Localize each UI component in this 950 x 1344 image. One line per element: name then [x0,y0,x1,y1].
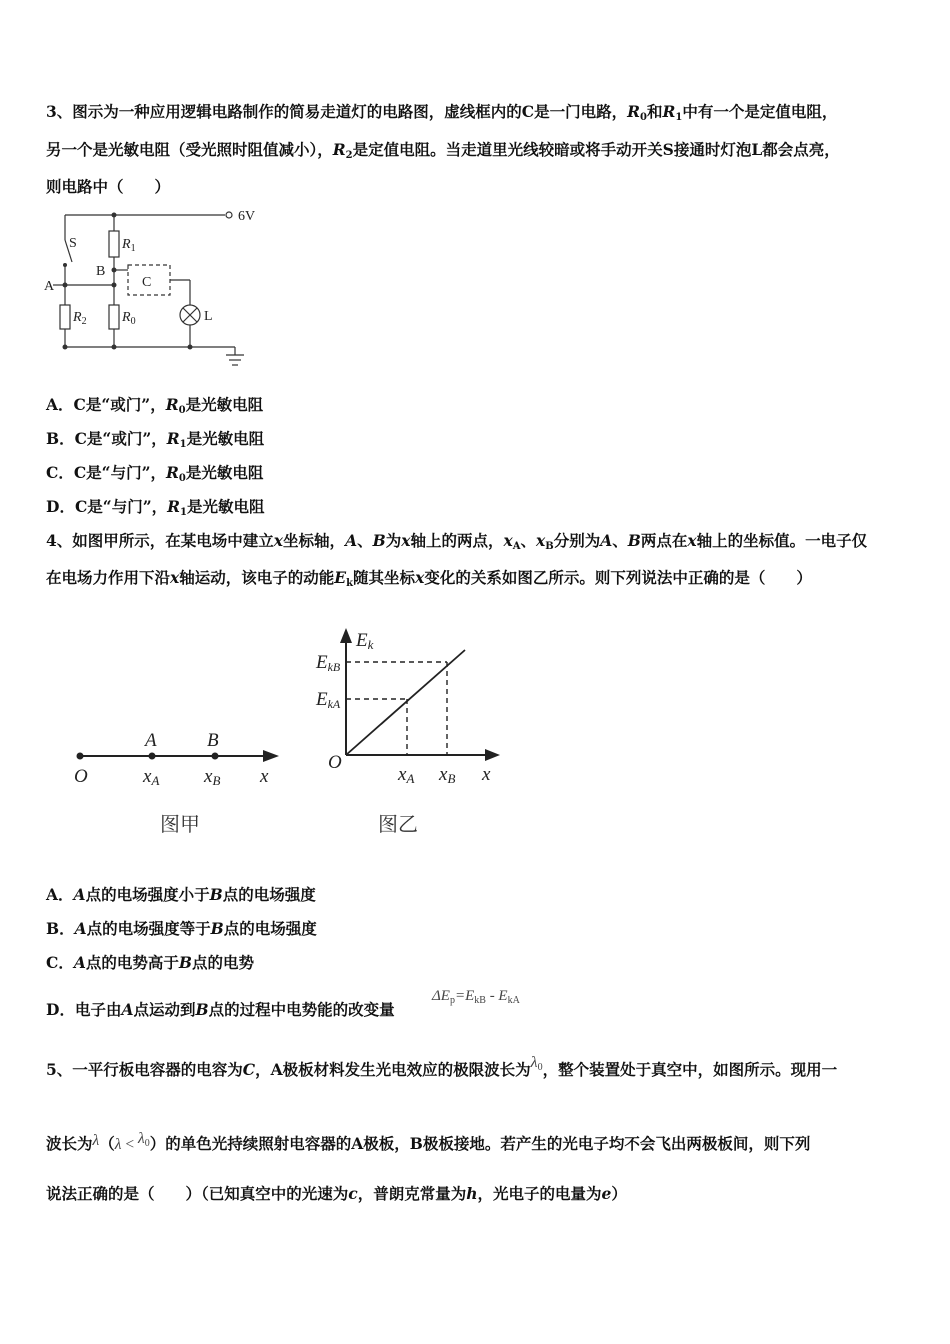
q3-option-b[interactable]: B．C是“或门”，$R_1$是光敏电阻 [46,429,265,450]
lamp-label: L [204,309,213,324]
ek-axis-label: Ek [356,630,374,652]
q3-stem-line-3: 则电路中（ ） [46,177,171,196]
switch-label: S [69,236,77,251]
q5-stem-line-1: 5、一平行板电容器的电容为C，A极板材料发生光电效应的极限波长为$\lambda_0$，整个装置处于真空中，如图所示。现用一 [46,1054,838,1079]
q3-option-c[interactable]: C．C是“与门”，$R_0$是光敏电阻 [46,463,264,484]
xb-label-2: xB [439,764,456,786]
voltage-label: 6V [238,209,256,224]
origin-label: O [74,766,88,787]
q4-option-d-formula: $\Delta E_p=E_{kB} - E_{kA}$ [432,988,520,1006]
point-a-label: A [145,730,157,751]
q4-option-d[interactable]: D．电子由A点运动到B点的过程中电势能的改变量 [46,1000,395,1019]
xb-label: xB [204,766,221,788]
figure-jia-caption: 图甲 [160,812,200,836]
q4-stem-line-2: 在电场力作用下沿x轴运动，该电子的动能$E_k$随其坐标x变化的关系如图乙所示。则下列说法中正确的是（ ） [46,568,812,589]
eka-label: EkA [316,689,341,711]
figure-yi-caption: 图乙 [378,812,418,836]
q3-stem-line-2: 另一个是光敏电阻（受光照时阻值减小），$R_2$是定值电阻。当走道里光线较暗或将手动开关S接通时灯泡L都会点亮， [46,140,840,161]
r2-label: $R_2$ [73,310,87,327]
q4-option-a[interactable]: A．A点的电场强度小于B点的电场强度 [46,885,316,904]
x-axis-label-2: x [482,764,491,785]
q4-option-b[interactable]: B．A点的电场强度等于B点的电场强度 [46,919,317,938]
xa-label: xA [143,766,160,788]
origin-label-2: O [328,752,342,773]
q3-stem-line-1: 3、图示为一种应用逻辑电路制作的简易走道灯的电路图，虚线框内的C是一门电路，$R_0$和$R_1$中有一个是定值电阻， [46,102,838,123]
gate-c-label: C [142,275,152,290]
q3-option-a[interactable]: A．C是“或门”，$R_0$是光敏电阻 [46,395,264,416]
q4-figure-yi [310,620,510,795]
r0-label: $R_0$ [122,310,136,327]
q5-stem-line-3: 说法正确的是（ ）（已知真空中的光速为c，普朗克常量为h，光电子的电量为e） [46,1184,627,1203]
x-axis-label: x [260,766,269,787]
xa-label-2: xA [398,764,415,786]
r1-label: $R_1$ [122,237,136,254]
q3-circuit-diagram [40,205,280,375]
q4-stem-line-1: 4、如图甲所示，在某电场中建立x坐标轴，A、B为x轴上的两点，$x_A$、$x_B$分别为A、B两点在x轴上的坐标值。一电子仅 [46,531,868,552]
q4-option-c[interactable]: C．A点的电势高于B点的电势 [46,953,255,972]
ekb-label: EkB [316,652,341,674]
point-b-label: B [207,730,219,751]
node-a-label: A [44,279,55,294]
q4-figure-jia [65,720,285,800]
q3-option-d[interactable]: D．C是“与门”，$R_1$是光敏电阻 [46,497,265,518]
node-b-label: B [96,264,106,279]
q5-stem-line-2: 波长为$\lambda(\lambda < \lambda_0)$的单色光持续照射电容器的A极板，B极板接地。若产生的光电子均不会飞出两极板间，则下列 [46,1130,811,1153]
